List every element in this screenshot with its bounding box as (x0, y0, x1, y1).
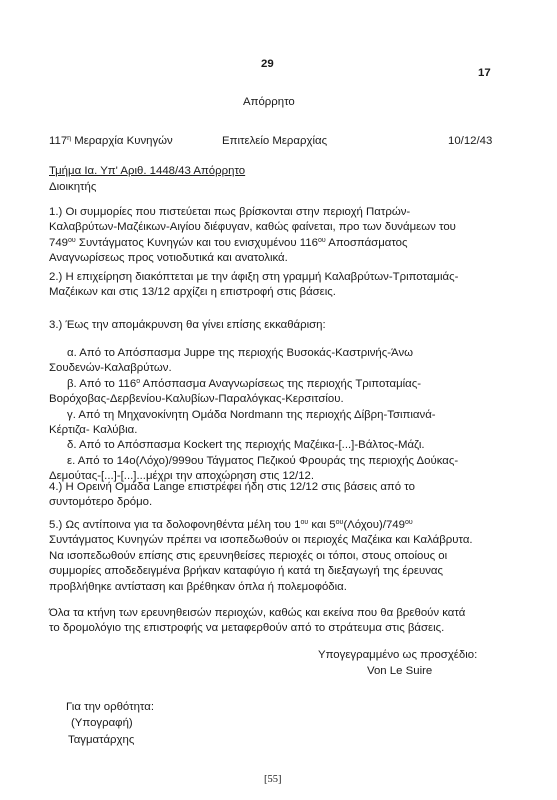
p5-line-5: προβλήθηκε αντίσταση και βρέθηκαν όπλα ή πολεμοφόδια. (49, 580, 347, 593)
p5-line-3: Να ισοπεδωθούν επίσης στις ερευνηθείσες περιοχές οι τόποι, στους οποίους οι (49, 549, 448, 562)
p2-line-2: Μαζέικων και στις 13/12 αρχίζει η επιστροφή στις βάσεις. (49, 286, 336, 299)
p6-line-1: Όλα τα κτήνη των ερευνηθεισών περιοχών, καθώς και εκείνα που θα βρεθούν κατά (49, 607, 466, 619)
certification-rank: Ταγματάρχης (68, 734, 135, 746)
p1-line-4: Αναγνωρίσεως προς νοτιοδυτικά και ανατολικά. (49, 252, 288, 265)
header-date: 10/12/43 (448, 135, 493, 147)
sublist (49, 346, 518, 485)
p4-line-1: 4.) Η Ορεινή Ομάδα Lange επιστρέφει ήδη στις 12/12 στις βάσεις από το (49, 481, 415, 493)
paragraph-4 (49, 480, 518, 511)
footer-page-number: [55] (264, 774, 282, 785)
reference-line: Τμήμα Ια. Υπ' Αριθ. 1448/43 Απόρρητο (49, 165, 246, 177)
header-unit: $117^\eta$ Μεραρχία Κυνηγών (49, 135, 173, 147)
paragraph-2 (49, 270, 518, 301)
item-a-line-2: Σουδενών-Καλαβρύτων. (49, 362, 172, 375)
reference-sub: Διοικητής (49, 181, 97, 193)
paragraph-6 (49, 606, 518, 637)
signature-name: Von Le Suire (367, 665, 433, 677)
item-c-line-1: γ. Από τη Μηχανοκίνητη Ομάδα Nordmann της περιοχής Δίβρη-Τσιπιανά- (67, 408, 436, 421)
p4-line-2: συντομότερο δρόμο. (49, 496, 153, 509)
p1-line-2: Καλαβρύτων-Μαζέικων-Αιγίου διέφυγαν, καθώς φαίνεται, προ των δυνάμεων του (49, 221, 456, 234)
p3-line-1: 3.) Έως την απομάκρυνση θα γίνει επίσης εκκαθάριση: (49, 319, 326, 331)
p5-line-1: 5.) Ως αντίποινα για τα δολοφονηθέντα μέλη του $1^{o\upsilon}$ και $5^{o\upsilon}(\Lambda ό\chi o\upsilon)/749^{o\upsilon}$ (49, 519, 413, 531)
classification: Απόρρητο (243, 96, 295, 108)
p5-line-2: Συντάγματος Κυνηγών πρέπει να ισοπεδωθούν οι περιοχές Μαζέικα και Καλάβρυτα. (49, 534, 473, 547)
item-d-line-1: δ. Από το Απόσπασμα Kockert της περιοχής Μαζέικα-[...]-Βάλτος-Μάζι. (67, 439, 425, 452)
certification-signature: (Υπογραφή) (71, 717, 133, 729)
item-c-line-2: Κέρτιζα- Καλύβια. (49, 424, 138, 437)
certification-label: Για την ορθότητα: (66, 701, 155, 713)
p1-line-3: $749^{o\upsilon}$ Συντάγματος Κυνηγών και του ενισχυμένου $116^{o\upsilon}$ Αποσπάσματος (49, 236, 408, 249)
p5-line-4: συμμορίες αποδεδειγμένα βρήκαν καταφύγιο ή κατά τη διεξαγωγή της έρευνας (49, 565, 443, 578)
paragraph-3 (49, 318, 518, 333)
item-b-line-1: β. Από το $116^o$ Απόσπασμα Αναγνωρίσεως της περιοχής Τριποταμίας- (67, 377, 422, 390)
p2-line-1: 2.) Η επιχείρηση διακόπτεται με την άφιξη στη γραμμή Καλαβρύτων-Τριποταμιάς- (49, 271, 459, 283)
signature-draft-label: Υπογεγραμμένο ως προσχέδιο: (318, 649, 478, 661)
p6-line-2: το δρομολόγιο της επιστροφής να μεταφερθούν από το στράτευμα στις βάσεις. (49, 622, 445, 635)
item-e-line-1: ε. Από το 14ο(Λόχο)/999ου Τάγματος Πεζικού Φρουράς της περιοχής Δούκας- (67, 454, 459, 467)
page-number-right: 17 (478, 67, 491, 79)
p1-line-1: 1.) Οι συμμορίες που πιστεύεται πως βρίσκονται στην περιοχή Πατρών- (49, 206, 411, 218)
paragraph-5 (49, 518, 518, 595)
item-b-line-2: Βορόχοβας-Δερβενίου-Καλυβίων-Παραλόγκας-Κερσιτσίου. (49, 393, 344, 406)
item-a-line-1: α. Από το Απόσπασμα Juppe της περιοχής Βυσοκάς-Καστρινής-Άνω (67, 347, 414, 359)
paragraph-1 (49, 205, 518, 267)
header-staff: Επιτελείο Μεραρχίας (222, 135, 328, 147)
page-number-top: 29 (261, 58, 274, 70)
item-e-line-2: Δεμούτας-[...]-[...]...μέχρι την αποχώρηση στις 12/12. (49, 470, 315, 483)
